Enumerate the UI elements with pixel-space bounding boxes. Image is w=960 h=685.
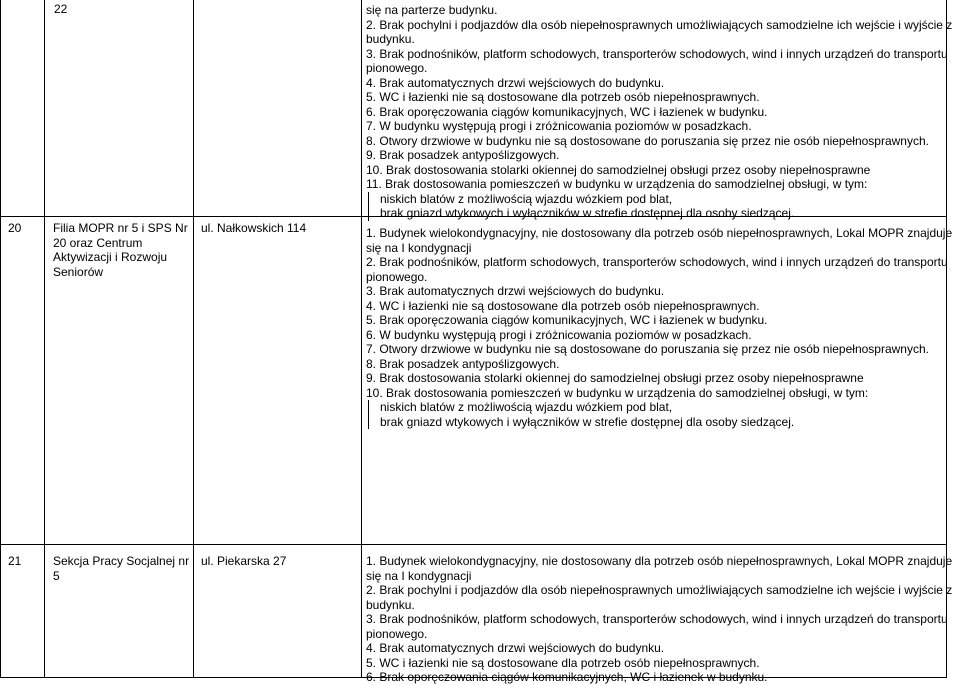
barrier-line: 4. Brak automatycznych drzwi wejściowych do budynku.	[366, 75, 665, 90]
barrier-subline: niskich blatów z możliwością wjazdu wózkiem pod blat,	[366, 192, 952, 207]
table-row	[0, 0, 953, 220]
barrier-line: 11. Brak dostosowania pomieszczeń w budynku w urządzenia do samodzielnej obsługi, w tym:	[366, 177, 868, 191]
barrier-line: się na I kondygnacji	[366, 240, 472, 255]
barrier-line: 10. Brak dostosowania pomieszczeń w budynku w urządzenia do samodzielnej obsługi, w tym:	[366, 385, 869, 400]
barriers-cell	[366, 554, 952, 685]
table-row	[0, 545, 953, 684]
facility-address: ul. Nałkowskich 114	[201, 221, 307, 235]
barrier-line: się na I kondygnacji	[366, 568, 472, 583]
row-number: 20	[8, 221, 22, 235]
barrier-line: 3. Brak podnośników, platform schodowych, transporterów schodowych, wind i innych urządzeń do transportu	[366, 46, 948, 61]
barrier-line: 7. W budynku występują progi i zróżnicowania poziomów w posadzkach.	[366, 119, 752, 133]
barrier-line: się na parterze budynku.	[366, 3, 498, 17]
barrier-line: 1. Budynek wielokondygnacyjny, nie dostosowany dla potrzeb osób niepełnosprawnych, Lokal MOPR znajduje	[366, 226, 953, 240]
barrier-line: pionowego.	[366, 269, 428, 284]
barrier-line: 4. Brak automatycznych drzwi wejściowych do budynku.	[366, 641, 665, 655]
barrier-line: 5. WC i łazienki nie są dostosowane dla potrzeb osób niepełnosprawnych.	[366, 655, 760, 670]
barrier-line: 2. Brak pochylni i podjazdów dla osób niepełnosprawnych umożliwiających samodzielne ich wejście i wyjście z	[366, 17, 953, 32]
barrier-line: 5. WC i łazienki nie są dostosowane dla potrzeb osób niepełnosprawnych.	[366, 90, 760, 104]
row-number: 22	[54, 2, 68, 16]
facility-name: Sekcja Pracy Socjalnej nr 5	[53, 554, 190, 583]
barrier-line: 8. Otwory drzwiowe w budynku nie są dostosowane do poruszania się przez nie osób niepełnosprawnych.	[366, 133, 929, 148]
barrier-line: budynku.	[366, 32, 415, 46]
barrier-line: 8. Brak posadzek antypoślizgowych.	[366, 356, 560, 371]
barrier-line: 10. Brak dostosowania stolarki okiennej do samodzielnej obsługi przez osoby niepełnosprawne	[366, 162, 871, 177]
barrier-line: budynku.	[366, 597, 415, 612]
facility-address: ul. Piekarska 27	[201, 554, 287, 568]
barriers-cell	[366, 226, 952, 429]
facility-name: Filia MOPR nr 5 i SPS Nr 20 oraz Centrum Aktywizacji i Rozwoju Seniorów	[53, 221, 188, 279]
barrier-line: 6. W budynku występują progi i zróżnicowania poziomów w posadzkach.	[366, 327, 752, 342]
barrier-line: 6. Brak oporęczowania ciągów komunikacyjnych, WC i łazienek w budynku.	[366, 104, 768, 119]
barrier-line: 9. Brak dostosowania stolarki okiennej do samodzielnej obsługi przez osoby niepełnosprawne	[366, 371, 864, 385]
barrier-line: pionowego.	[366, 61, 428, 75]
barrier-line: 3. Brak podnośników, platform schodowych, transporterów schodowych, wind i innych urządzeń do transportu	[366, 612, 948, 626]
barrier-line: 2. Brak podnośników, platform schodowych, transporterów schodowych, wind i innych urządzeń do transportu	[366, 255, 948, 269]
table-row	[0, 217, 953, 544]
barriers-cell	[366, 3, 952, 221]
barrier-line: 4. WC i łazienki nie są dostosowane dla potrzeb osób niepełnosprawnych.	[366, 298, 760, 313]
barrier-subline: brak gniazd wtykowych i wyłączników w strefie dostępnej dla osoby siedzącej.	[366, 415, 952, 430]
row-number: 21	[8, 554, 22, 568]
barrier-line: 9. Brak posadzek antypoślizgowych.	[366, 148, 560, 162]
barrier-line: 2. Brak pochylni i podjazdów dla osób niepełnosprawnych umożliwiających samodzielne ich wejście i wyjście z	[366, 583, 953, 597]
barrier-line: pionowego.	[366, 626, 428, 641]
barrier-line: 3. Brak automatycznych drzwi wejściowych do budynku.	[366, 284, 665, 298]
barrier-line: 1. Budynek wielokondygnacyjny, nie dostosowany dla potrzeb osób niepełnosprawnych, Lokal MOPR znajduje	[366, 554, 953, 568]
barrier-line: 6. Brak oporęczowania ciągów komunikacyjnych, WC i łazienek w budynku.	[366, 670, 768, 684]
barrier-line: 7. Otwory drzwiowe w budynku nie są dostosowane do poruszania się przez nie osób niepełnosprawnych.	[366, 342, 929, 356]
barrier-subline: brak gniazd wtykowych i wyłączników w strefie dostępnej dla osoby siedzącej.	[366, 206, 952, 221]
barrier-line: 5. Brak oporęczowania ciągów komunikacyjnych, WC i łazienek w budynku.	[366, 313, 768, 327]
barrier-subline: niskich blatów z możliwością wjazdu wózkiem pod blat,	[366, 400, 952, 415]
